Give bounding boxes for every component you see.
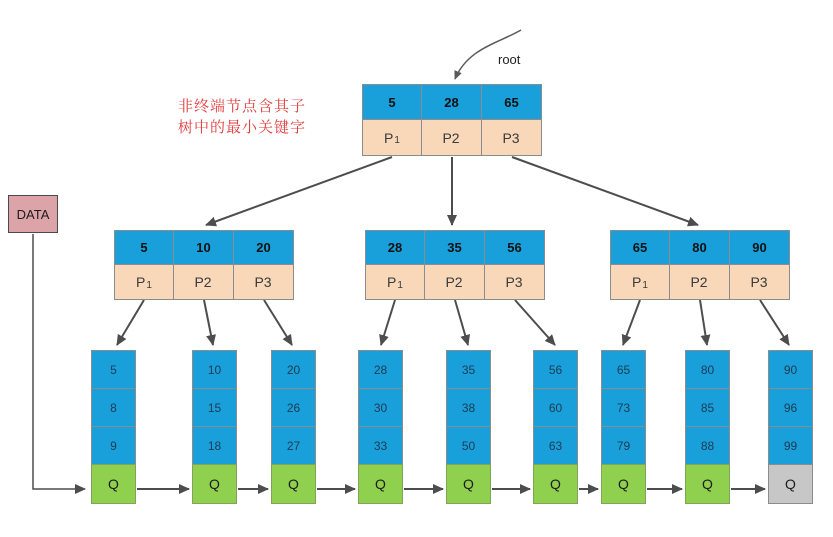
pointers-row bbox=[114, 265, 294, 300]
leaf-value-cell: 73 bbox=[601, 388, 646, 427]
pointer-cell bbox=[114, 265, 174, 300]
pointer-base: P2 bbox=[445, 274, 463, 290]
key-cell: 80 bbox=[670, 230, 730, 265]
internal-node-2 bbox=[610, 230, 790, 300]
root-keys-row bbox=[362, 84, 542, 120]
pointer-cell bbox=[610, 265, 670, 300]
pointer-cell bbox=[362, 120, 422, 156]
leaf-value-cell: 9 bbox=[91, 426, 136, 465]
pointer-base: P bbox=[384, 129, 394, 146]
edge-node1-leaf3 bbox=[381, 300, 395, 345]
key-cell: 10 bbox=[174, 230, 234, 265]
pointer-cell bbox=[365, 265, 425, 300]
pointer-base: P bbox=[136, 274, 146, 290]
internal-node-0 bbox=[114, 230, 294, 300]
key-cell: 5 bbox=[114, 230, 174, 265]
edge-node0-leaf2 bbox=[264, 300, 292, 345]
key-cell: 28 bbox=[365, 230, 425, 265]
pointer-base: P bbox=[632, 274, 642, 290]
queue-cell: Q bbox=[91, 464, 136, 504]
leaf-value-cell: 99 bbox=[768, 426, 813, 465]
pointer-base: P2 bbox=[442, 129, 460, 146]
queue-cell: Q bbox=[533, 464, 578, 504]
leaf-value-cell: 80 bbox=[685, 350, 730, 389]
queue-cell: Q bbox=[685, 464, 730, 504]
internal-node-1 bbox=[365, 230, 545, 300]
edge-node2-leaf8 bbox=[760, 300, 789, 345]
leaf-value-cell: 85 bbox=[685, 388, 730, 427]
key-cell: 20 bbox=[234, 230, 294, 265]
leaf-value-cell: 65 bbox=[601, 350, 646, 389]
leaf-column-4 bbox=[446, 350, 491, 504]
key-cell: 65 bbox=[610, 230, 670, 265]
edge-node1-leaf4 bbox=[455, 300, 468, 345]
edge-node1-leaf5 bbox=[515, 300, 555, 345]
data-box: DATA bbox=[8, 195, 58, 233]
pointer-cell bbox=[425, 265, 485, 300]
key-cell: 56 bbox=[485, 230, 545, 265]
root-label: root bbox=[498, 52, 521, 67]
leaf-value-cell: 63 bbox=[533, 426, 578, 465]
leaf-value-cell: 56 bbox=[533, 350, 578, 389]
pointer-subscript: 1 bbox=[397, 279, 403, 291]
leaf-value-cell: 5 bbox=[91, 350, 136, 389]
pointer-cell bbox=[730, 265, 790, 300]
annotation-line-1: 非终端节点含其子 bbox=[178, 98, 307, 115]
pointer-base: P2 bbox=[690, 274, 708, 290]
pointer-cell bbox=[482, 120, 542, 156]
key-cell: 90 bbox=[730, 230, 790, 265]
leaf-column-1 bbox=[192, 350, 237, 504]
key-cell: 28 bbox=[422, 84, 482, 120]
queue-cell: Q bbox=[192, 464, 237, 504]
edge-node0-leaf0 bbox=[117, 300, 144, 345]
pointers-row bbox=[610, 265, 790, 300]
root-pointers-row bbox=[362, 120, 542, 156]
edge-root-to-node-2 bbox=[512, 157, 698, 225]
pointer-cell bbox=[234, 265, 294, 300]
leaf-column-7 bbox=[685, 350, 730, 504]
leaf-value-cell: 15 bbox=[192, 388, 237, 427]
keys-row bbox=[610, 230, 790, 265]
queue-cell: Q bbox=[271, 464, 316, 504]
data-link-arrow bbox=[33, 234, 85, 489]
leaf-column-3 bbox=[358, 350, 403, 504]
key-cell: 65 bbox=[482, 84, 542, 120]
leaf-value-cell: 79 bbox=[601, 426, 646, 465]
pointer-base: P2 bbox=[194, 274, 212, 290]
queue-cell: Q bbox=[446, 464, 491, 504]
pointer-base: P3 bbox=[505, 274, 523, 290]
leaf-column-6 bbox=[601, 350, 646, 504]
leaf-value-cell: 88 bbox=[685, 426, 730, 465]
queue-cell: Q bbox=[601, 464, 646, 504]
leaf-value-cell: 26 bbox=[271, 388, 316, 427]
leaf-column-5 bbox=[533, 350, 578, 504]
root-node bbox=[362, 84, 542, 156]
pointers-row bbox=[365, 265, 545, 300]
leaf-value-cell: 28 bbox=[358, 350, 403, 389]
leaf-value-cell: 35 bbox=[446, 350, 491, 389]
edge-root-to-node-0 bbox=[206, 157, 392, 225]
leaf-value-cell: 33 bbox=[358, 426, 403, 465]
leaf-column-0 bbox=[91, 350, 136, 504]
leaf-value-cell: 8 bbox=[91, 388, 136, 427]
pointer-subscript: 1 bbox=[146, 279, 152, 291]
leaf-value-cell: 20 bbox=[271, 350, 316, 389]
pointer-base: P bbox=[387, 274, 397, 290]
annotation-line-2: 树中的最小关键字 bbox=[178, 119, 307, 136]
key-cell: 35 bbox=[425, 230, 485, 265]
leaf-column-8 bbox=[768, 350, 813, 504]
leaf-value-cell: 96 bbox=[768, 388, 813, 427]
queue-cell: Q bbox=[358, 464, 403, 504]
pointer-subscript: 1 bbox=[394, 135, 400, 146]
leaf-column-2 bbox=[271, 350, 316, 504]
leaf-value-cell: 50 bbox=[446, 426, 491, 465]
leaf-value-cell: 18 bbox=[192, 426, 237, 465]
pointer-base: P3 bbox=[750, 274, 768, 290]
leaf-value-cell: 90 bbox=[768, 350, 813, 389]
pointer-subscript: 1 bbox=[642, 279, 648, 291]
keys-row bbox=[365, 230, 545, 265]
pointer-cell bbox=[422, 120, 482, 156]
leaf-value-cell: 60 bbox=[533, 388, 578, 427]
pointer-base: P3 bbox=[502, 129, 520, 146]
leaf-value-cell: 27 bbox=[271, 426, 316, 465]
leaf-value-cell: 10 bbox=[192, 350, 237, 389]
pointer-cell bbox=[485, 265, 545, 300]
edge-node2-leaf7 bbox=[700, 300, 707, 345]
pointer-cell bbox=[670, 265, 730, 300]
queue-end-cell: Q bbox=[768, 464, 813, 504]
edge-node0-leaf1 bbox=[204, 300, 213, 345]
keys-row bbox=[114, 230, 294, 265]
pointer-cell bbox=[174, 265, 234, 300]
leaf-value-cell: 38 bbox=[446, 388, 491, 427]
key-cell: 5 bbox=[362, 84, 422, 120]
leaf-value-cell: 30 bbox=[358, 388, 403, 427]
annotation-note bbox=[178, 96, 306, 138]
pointer-base: P3 bbox=[254, 274, 272, 290]
edge-node2-leaf6 bbox=[623, 300, 640, 345]
